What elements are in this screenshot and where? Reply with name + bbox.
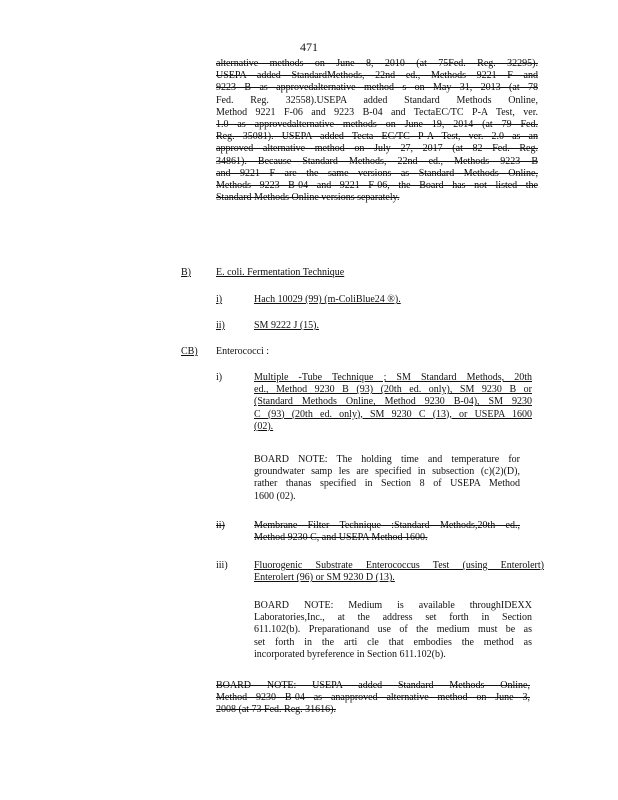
item-i-line: ed., Method 9230 B (93) (20th ed. only), SM 9230 B or [254, 384, 532, 396]
section-c-item-iii-board-note [254, 600, 532, 661]
section-b-item-ii-text: SM 9222 J (15). [254, 320, 320, 331]
item-iii-note-line: 611.102(b). Preparationand use of the medium must be as [254, 624, 532, 636]
item-iii-note-line: Laboratories,Inc., at the address set forth in Section [254, 612, 532, 624]
closing-line: 2008 (at 73 Fed. Reg. 31616). [216, 704, 336, 716]
intro-line: 9223 B as approvedalternative method s on May 31, 2013 (at 78 [216, 82, 538, 94]
section-c-item-i-num: i) [216, 372, 223, 383]
intro-line: Standard Methods Online versions separately. [216, 192, 400, 204]
item-i-note-line: rather thanas specified in Section 8 of USEPA Method [254, 478, 520, 490]
section-c-title: Enterococci : [216, 346, 270, 357]
section-b-item-i-text: Hach 10029 (99) (m-ColiBlue24 ®). [254, 294, 401, 305]
section-c-item-ii-text [254, 520, 520, 544]
intro-line: approved alternative method on July 27, 2017 (at 82 Fed. Reg. [216, 143, 538, 155]
item-ii-line: Method 9230 C, and USEPA Method 1600. [254, 532, 428, 544]
intro-line: 34861). Because Standard Methods, 22nd ed., Methods 9223 B [216, 155, 538, 167]
intro-line: Reg. 35081). USEPA added Tecta EC/TC P-A Test, ver. 2.0 as an [216, 131, 538, 143]
intro-line: Fed. Reg. 32558).USEPA added Standard Methods Online, [216, 94, 538, 106]
intro-line: 1.0 as approvedalternative methods on June 19, 2014 (at 79 Fed. [216, 119, 538, 131]
section-b-title: E. coli. Fermentation Technique [216, 267, 345, 278]
closing-board-note [216, 680, 530, 717]
page-number: 471 [300, 40, 318, 54]
item-ii-line: Membrane Filter Technique :Standard Methods,20th ed., [254, 520, 520, 531]
item-iii-note-line: incorporated byreference in Section 611.102(b). [254, 648, 446, 660]
section-b-item-ii-num: ii) [216, 320, 225, 331]
closing-line: BOARD NOTE: USEPA added Standard Methods Online, [216, 680, 530, 691]
section-c-item-iii-num: iii) [216, 560, 228, 571]
item-i-note-line: BOARD NOTE: The holding time and temperature for [254, 454, 520, 465]
intro-line: alternative methods on June 8, 2010 (at 75Fed. Reg. 32295). [216, 58, 538, 69]
item-i-line: C (93) (20th ed. only), SM 9230 C (13), or USEPA 1600 [254, 408, 532, 420]
intro-line: Methods 9223 B-04 and 9221 F-06, the Board has not listed the [216, 180, 538, 192]
section-c-item-i-text [254, 372, 532, 433]
intro-line: Method 9221 F-06 and 9223 B-04 and TectaEC/TC P-A Test, ver. [216, 106, 538, 118]
section-b-item-i-num: i) [216, 294, 223, 305]
item-i-line: (Standard Methods Online, Method 9230 B-04), SM 9230 [254, 396, 532, 408]
intro-line: USEPA added StandardMethods, 22nd ed., Methods 9221 F and [216, 70, 538, 82]
intro-line: and 9221 F are the same versions as Standard Methods Online, [216, 167, 538, 179]
item-iii-line: Fluorogenic Substrate Enterococcus Test (using Enterolert) [254, 560, 544, 571]
section-c-item-i-board-note [254, 454, 520, 503]
item-iii-note-line: set forth in the arti cle that embodies the method as [254, 636, 532, 648]
closing-line: Method 9230 B-04 as anapproved alternative method on June 3, [216, 692, 530, 704]
item-i-line: (02). [254, 420, 274, 432]
item-i-note-line: groundwater samp les are specified in subsection (c)(2)(D), [254, 466, 520, 478]
section-c-item-ii-num: ii) [216, 520, 225, 531]
item-i-note-line: 1600 (02). [254, 490, 296, 502]
item-iii-line: Enterolert (96) or SM 9230 D (13). [254, 572, 395, 584]
section-b-label: B) [181, 267, 191, 278]
item-iii-note-line: BOARD NOTE: Medium is available throughIDEXX [254, 600, 532, 611]
section-c-label: CB) [181, 346, 198, 357]
item-i-line: Multiple -Tube Technique ; SM Standard Methods, 20th [254, 372, 532, 383]
section-c-item-iii-text [254, 560, 544, 584]
intro-paragraph [216, 58, 538, 204]
